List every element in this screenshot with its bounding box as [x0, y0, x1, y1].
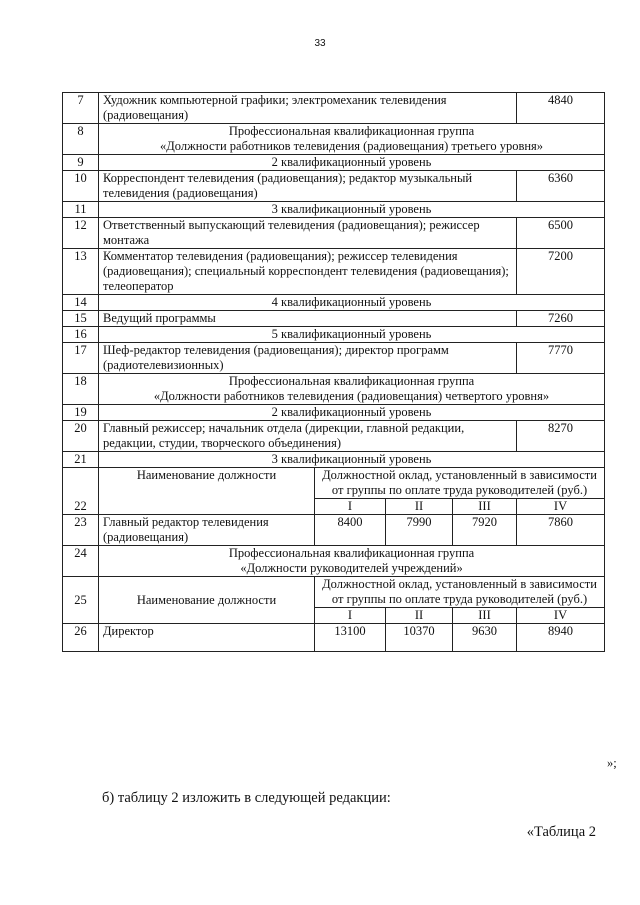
group-heading-line: «Должности руководителей учреждений» [240, 561, 463, 575]
salary-amount: 10370 [386, 624, 453, 652]
row-number: 10 [63, 171, 99, 202]
group-heading-line: Профессиональная квалификационная группа [228, 124, 475, 138]
row-number: 25 [63, 577, 99, 624]
group-label: III [453, 499, 517, 515]
group-heading [99, 124, 605, 155]
page-number: 33 [314, 38, 326, 49]
row-number: 18 [63, 374, 99, 405]
salary-amount: 7990 [386, 515, 453, 546]
level-heading: 2 квалификационный уровень [99, 155, 605, 171]
group-heading-line: «Должности работников телевидения (радиовещания) третьего уровня» [159, 139, 544, 153]
row-number: 16 [63, 327, 99, 343]
row-number: 7 [63, 93, 99, 124]
table-row [63, 311, 605, 327]
position-name: Художник компьютерной графики; электромеханик телевидения (радиовещания) [99, 93, 517, 124]
group-heading [99, 374, 605, 405]
table-row [63, 295, 605, 311]
salary-amount: 8270 [517, 421, 605, 452]
table-row [63, 327, 605, 343]
row-number: 23 [63, 515, 99, 546]
table-row [63, 624, 605, 652]
salary-amount: 7200 [517, 249, 605, 295]
table-row [63, 452, 605, 468]
table-row [63, 155, 605, 171]
table-row [63, 218, 605, 249]
position-name: Главный редактор телевидения (радиовещания) [99, 515, 315, 546]
position-name: Главный режиссер; начальник отдела (дирекции, главной редакции, редакции, студии, творческого объединения) [99, 421, 517, 452]
group-label: IV [517, 608, 605, 624]
table-row [63, 343, 605, 374]
column-header-salary: Должностной оклад, установленный в зависимости от группы по оплате труда руководителей (руб.) [315, 468, 605, 499]
row-number: 15 [63, 311, 99, 327]
level-heading: 3 квалификационный уровень [99, 452, 605, 468]
position-name: Шеф-редактор телевидения (радиовещания); директор программ (радиотелевизионных) [99, 343, 517, 374]
table-row [63, 421, 605, 452]
level-heading: 4 квалификационный уровень [99, 295, 605, 311]
salary-table [62, 92, 605, 652]
row-number: 11 [63, 202, 99, 218]
row-number: 12 [63, 218, 99, 249]
closing-quote: »; [607, 756, 617, 770]
position-name: Директор [99, 624, 315, 652]
position-name: Корреспондент телевидения (радиовещания); редактор музыкальный телевидения (радиовещания) [99, 171, 517, 202]
group-label: I [315, 608, 386, 624]
table-row [63, 171, 605, 202]
table-row [63, 405, 605, 421]
table-row [63, 546, 605, 577]
salary-amount: 8400 [315, 515, 386, 546]
row-number: 24 [63, 546, 99, 577]
group-heading [99, 546, 605, 577]
position-name: Комментатор телевидения (радиовещания); режиссер телевидения (радиовещания); специальный корреспондент телевидения (радиовещания); телеоператор [99, 249, 517, 295]
level-heading: 3 квалификационный уровень [99, 202, 605, 218]
group-heading-line: Профессиональная квалификационная группа [228, 546, 475, 560]
table-row [63, 577, 605, 608]
group-label: I [315, 499, 386, 515]
salary-amount: 7770 [517, 343, 605, 374]
row-number: 9 [63, 155, 99, 171]
column-header-position: Наименование должности [99, 577, 315, 624]
row-number: 17 [63, 343, 99, 374]
group-label: II [386, 499, 453, 515]
group-heading-line: «Должности работников телевидения (радиовещания) четвертого уровня» [153, 389, 550, 403]
row-number: 14 [63, 295, 99, 311]
row-number: 21 [63, 452, 99, 468]
row-number: 26 [63, 624, 99, 652]
salary-amount: 6360 [517, 171, 605, 202]
salary-amount: 13100 [315, 624, 386, 652]
salary-amount: 7920 [453, 515, 517, 546]
row-number: 22 [63, 468, 99, 515]
salary-amount: 4840 [517, 93, 605, 124]
position-name: Ответственный выпускающий телевидения (радиовещания); режиссер монтажа [99, 218, 517, 249]
group-label: IV [517, 499, 605, 515]
table-row [63, 374, 605, 405]
table-row [63, 202, 605, 218]
table-row [63, 515, 605, 546]
group-heading-line: Профессиональная квалификационная группа [228, 374, 475, 388]
salary-amount: 7860 [517, 515, 605, 546]
column-header-salary: Должностной оклад, установленный в зависимости от группы по оплате труда руководителей (руб.) [315, 577, 605, 608]
row-number: 8 [63, 124, 99, 155]
table-row [63, 124, 605, 155]
table-row [63, 93, 605, 124]
group-label: II [386, 608, 453, 624]
row-number: 13 [63, 249, 99, 295]
group-label: III [453, 608, 517, 624]
row-number: 20 [63, 421, 99, 452]
table-caption: «Таблица 2 [526, 824, 596, 840]
column-header-position: Наименование должности [99, 468, 315, 515]
instruction-text: б) таблицу 2 изложить в следующей редакции: [102, 790, 391, 806]
salary-amount: 8940 [517, 624, 605, 652]
salary-amount: 7260 [517, 311, 605, 327]
position-name: Ведущий программы [99, 311, 517, 327]
level-heading: 2 квалификационный уровень [99, 405, 605, 421]
table-row [63, 249, 605, 295]
salary-amount: 6500 [517, 218, 605, 249]
table-row [63, 468, 605, 499]
row-number: 19 [63, 405, 99, 421]
salary-amount: 9630 [453, 624, 517, 652]
level-heading: 5 квалификационный уровень [99, 327, 605, 343]
